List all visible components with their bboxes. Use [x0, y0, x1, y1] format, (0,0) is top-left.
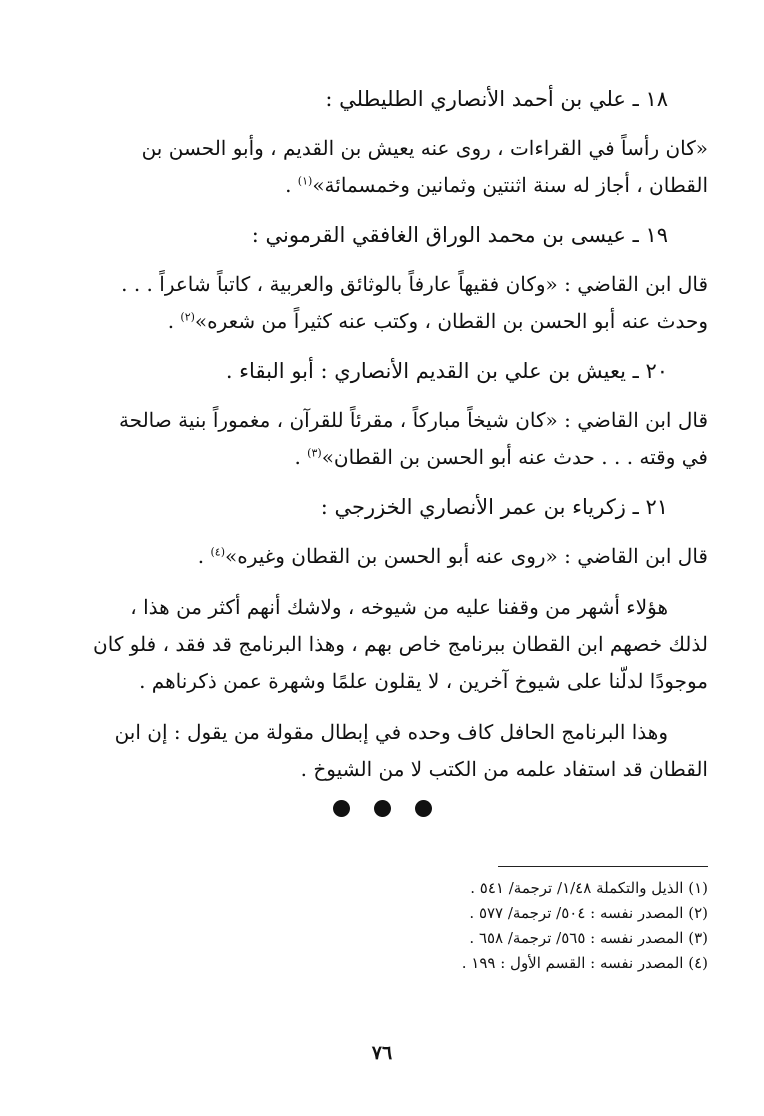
text-line: لذلك خصهم ابن القطان ببرنامج خاص بهم ، وهذا البرنامج قد فقد ، فلو كان — [93, 632, 708, 656]
closing-paragraph-2 — [90, 714, 708, 788]
footnote-ref[interactable]: (٢) — [180, 310, 195, 324]
text-line: قال ابن القاضي : «كان شيخاً مباركاً ، مقرئاً للقرآن ، مغموراً بنية صالحة — [118, 408, 708, 432]
footnotes — [108, 876, 708, 976]
text-segment: . — [197, 544, 205, 568]
entry-21 — [90, 490, 708, 575]
bullet-dot-icon — [415, 800, 432, 817]
text-segment: في وقته . . . حدث عنه أبو الحسن بن القطان» — [321, 445, 708, 469]
text-line — [90, 303, 708, 340]
entry-heading: ٢٠ ـ يعيش بن علي بن القديم الأنصاري : أبو البقاء . — [225, 359, 668, 383]
entry-heading: ٢١ ـ زكرياء بن عمر الأنصاري الخزرجي : — [320, 495, 668, 519]
text-line: قال ابن القاضي : «وكان فقيهاً عارفاً بالوثائق والعربية ، كاتباً شاعراً . . . — [121, 272, 708, 296]
entry-heading: ١٩ ـ عيسى بن محمد الوراق الغافقي القرموني : — [251, 223, 668, 247]
text-segment: القطان ، أجاز له سنة اثنتين وثمانين وخمسمائة» — [312, 173, 708, 197]
text-line — [90, 167, 708, 204]
footnote-item: (٤) المصدر نفسه : القسم الأول : ١٩٩ . — [461, 954, 708, 972]
text-line — [90, 439, 708, 476]
entry-quote — [90, 266, 708, 340]
entry-heading: ١٨ ـ علي بن أحمد الأنصاري الطليطلي : — [325, 87, 668, 111]
entry-quote — [90, 538, 708, 575]
footnote-ref[interactable]: (٣) — [307, 446, 322, 460]
footnote-ref[interactable]: (١) — [297, 174, 313, 188]
section-separator — [0, 800, 764, 821]
footnote-item: (٣) المصدر نفسه : ٥٦٥/ ترجمة/ ٦٥٨ . — [469, 929, 708, 947]
page-body — [90, 82, 708, 802]
bullet-dot-icon — [374, 800, 391, 817]
text-line: وهذا البرنامج الحافل كاف وحده في إبطال مقولة من يقول : إن ابن — [114, 720, 668, 744]
text-line — [90, 538, 708, 575]
text-segment: . — [167, 309, 175, 333]
entry-quote — [90, 402, 708, 476]
footnote-item: (١) الذيل والتكملة ١/٤٨/ ترجمة/ ٥٤١ . — [470, 879, 708, 897]
text-segment: وحدث عنه أبو الحسن بن القطان ، وكتب عنه كثيراً من شعره» — [194, 309, 708, 333]
entry-19 — [90, 218, 708, 340]
text-line: موجودًا لدلّنا على شيوخ آخرين ، لا يقلون علمًا وشهرة عمن ذكرناهم . — [139, 669, 708, 693]
text-line: «كان رأساً في القراءات ، روى عنه يعيش بن القديم ، وأبو الحسن بن — [141, 136, 708, 160]
entry-20 — [90, 354, 708, 476]
text-segment: . — [285, 173, 292, 197]
footnote-ref[interactable]: (٤) — [210, 545, 225, 559]
entry-18 — [90, 82, 708, 204]
footnote-divider — [498, 866, 708, 867]
text-line: القطان قد استفاد علمه من الكتب لا من الشيوخ . — [300, 757, 708, 781]
page-number: ٧٦ — [371, 1042, 393, 1064]
text-line: هؤلاء أشهر من وقفنا عليه من شيوخه ، ولاشك أنهم أكثر من هذا ، — [130, 595, 668, 619]
closing-paragraph-1 — [90, 589, 708, 700]
text-segment: . — [294, 445, 301, 469]
entry-quote — [90, 130, 708, 204]
text-segment: قال ابن القاضي : «روى عنه أبو الحسن بن القطان وغيره» — [225, 544, 708, 568]
bullet-dot-icon — [333, 800, 350, 817]
footnote-item: (٢) المصدر نفسه : ٥٠٤/ ترجمة/ ٥٧٧ . — [469, 904, 708, 922]
